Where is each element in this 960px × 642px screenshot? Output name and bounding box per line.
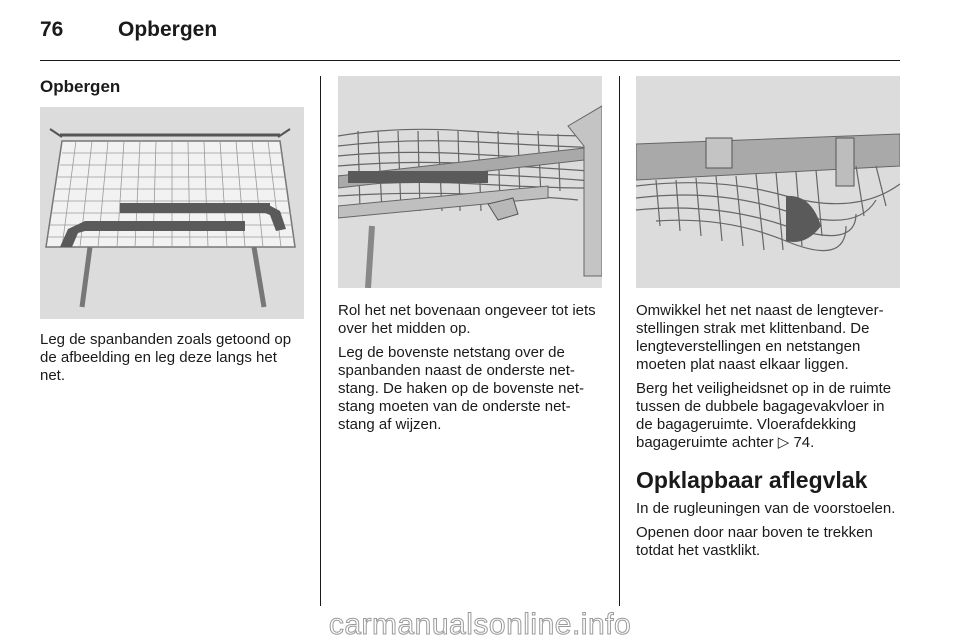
net-straps-illustration <box>40 107 304 319</box>
header-rule <box>40 60 900 61</box>
paragraph: Omwikkel het net naast de lengteverstellingen strak met klittenband. De lengteverstellingen en netstangen moeten plat naast elkaar liggen. <box>636 302 884 373</box>
velcro-wrap-illustration <box>636 76 900 288</box>
rolled-net-illustration <box>338 76 602 288</box>
paragraph: Openen door naar boven te trekken totdat het vastklikt. <box>636 524 873 559</box>
paragraph: Leg de bovenste netstang over de spanbanden naast de onderste netstang. De haken op de bovenste netstang moeten van de onderste netstang af wijzen. <box>338 344 585 433</box>
paragraph: Leg de spanbanden zoals getoond op de afbeelding en leg deze langs het net. <box>40 331 292 384</box>
column-divider-2 <box>619 76 620 606</box>
column-2 <box>338 76 602 440</box>
subheading: Opklapbaar aflegvlak <box>636 467 868 493</box>
column-1 <box>40 76 304 391</box>
watermark: carmanualsonline.info <box>328 608 632 641</box>
column-3 <box>636 76 900 566</box>
paragraph: Berg het veiligheidsnet op in de ruimte tussen de dubbele bagagevakvloer in de bagageruimte. Vloerafdekking bagageruimte achter ▷ 74. <box>636 380 892 451</box>
section-heading: Opbergen <box>40 77 121 96</box>
paragraph: In de rugleuningen van de voorstoelen. <box>636 500 896 517</box>
column-divider-1 <box>320 76 321 606</box>
page-title: Opbergen <box>118 18 218 41</box>
page-number: 76 <box>40 18 64 41</box>
paragraph: Rol het net bovenaan ongeveer tot iets over het midden op. <box>338 302 596 337</box>
